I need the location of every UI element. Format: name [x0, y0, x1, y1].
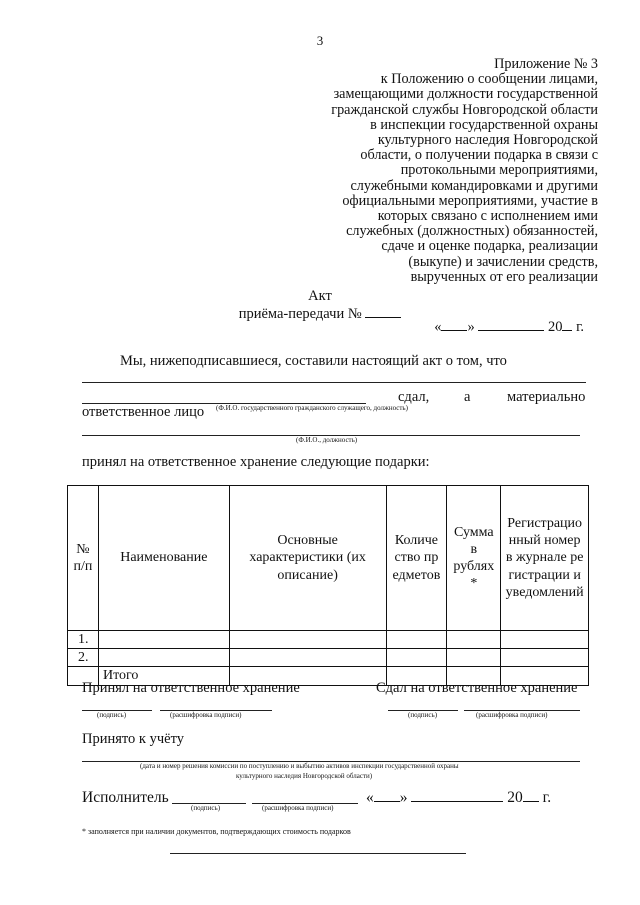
executor-day-field[interactable]: [374, 789, 400, 802]
footnote: * заполняется при наличии документов, подтверждающих стоимость подарков: [82, 827, 351, 836]
sdal-text: сдал,: [398, 389, 430, 405]
date-month-field[interactable]: [478, 318, 544, 331]
appendix-line: в инспекции государственной охраны: [370, 116, 598, 133]
total-label: Итого: [98, 667, 229, 685]
row-registration[interactable]: [501, 649, 589, 667]
date-day-field[interactable]: [441, 318, 467, 331]
header-num: № п/п: [68, 486, 99, 631]
table-row: [68, 649, 589, 667]
date-year-field[interactable]: [562, 318, 572, 331]
act-date: [434, 318, 584, 336]
executor-signature-hint: (подпись): [191, 804, 221, 812]
executor-date-open: «: [366, 789, 374, 806]
decision-hint-1: (дата и номер решения комиссии по поступлению и выбытию активов инспекции государственной охраны: [140, 762, 459, 770]
appendix-line: гражданской службы Новгородской области: [331, 101, 598, 118]
row-num: 1.: [68, 631, 99, 649]
executor-date: [366, 789, 551, 807]
executor-year-suffix: г.: [542, 789, 552, 806]
executor-label: Исполнитель: [82, 789, 169, 806]
row-num: 2.: [68, 649, 99, 667]
appendix-line: к Положению о сообщении лицами,: [380, 71, 598, 88]
date-close-quote: »: [467, 319, 475, 335]
registered-label: Принято к учёту: [82, 731, 184, 747]
appendix-line: сдаче и оценке подарка, реализации: [381, 238, 598, 255]
appendix-header: [278, 57, 598, 285]
responsible-person-label: ответственное лицо: [82, 404, 205, 420]
accepted-name-hint: (расшифровка подписи): [170, 711, 242, 719]
footer-rule: [170, 853, 466, 854]
act-number-field[interactable]: [365, 305, 401, 318]
row-name[interactable]: [98, 649, 229, 667]
page-number: 3: [316, 33, 324, 48]
intro-paragraph: Мы, нижеподписавшиеся, составили настоящий акт о том, что: [120, 353, 507, 369]
date-open-quote: «: [434, 319, 442, 335]
appendix-line: официальными мероприятиями, участие в: [342, 192, 598, 209]
header-description: Основные характеристики (их описание): [229, 486, 386, 631]
executor-month-field[interactable]: [411, 789, 503, 802]
act-title: Акт: [308, 288, 332, 304]
executor-year: 20: [507, 789, 523, 806]
appendix-line: протокольными мероприятиями,: [400, 162, 598, 179]
appendix-line: (выкупе) и зачислении средств,: [408, 253, 598, 270]
appendix-line: культурного наследия Новгородской: [377, 132, 598, 149]
appendix-line: служебными командировками и другими: [350, 177, 598, 194]
handed-storage-label: Сдал на ответственное хранение: [376, 680, 578, 696]
handed-by-line[interactable]: [82, 382, 586, 383]
row-quantity[interactable]: [386, 631, 447, 649]
appendix-line: служебных (должностных) обязанностей,: [346, 223, 598, 240]
handed-name-hint: (расшифровка подписи): [476, 711, 548, 719]
date-suffix: г.: [576, 319, 584, 335]
accepted-signature-hint: (подпись): [97, 711, 127, 719]
a-text: а: [464, 389, 471, 405]
header-sum: Сумма в рублях *: [447, 486, 501, 631]
gifts-table: [67, 485, 589, 686]
header-quantity: Количество предметов: [386, 486, 447, 631]
accepted-storage-label: Принял на ответственное хранение: [82, 680, 300, 696]
row-registration[interactable]: [501, 631, 589, 649]
row-name[interactable]: [98, 631, 229, 649]
accepted-text: принял на ответственное хранение следующие подарки:: [82, 454, 430, 470]
fio-hint-2: (Ф.И.О., должность): [296, 436, 358, 444]
appendix-line: замещающими должности государственной: [333, 86, 598, 103]
executor-year-field[interactable]: [523, 789, 539, 802]
header-registration: Регистрационный номер в журнале регистрации и уведомлений: [501, 486, 589, 631]
table-header-row: [68, 486, 589, 631]
table-row: [68, 631, 589, 649]
header-name: Наименование: [98, 486, 229, 631]
appendix-line: области, о получении подарка в связи с: [360, 147, 598, 164]
handed-signature-hint: (подпись): [408, 711, 438, 719]
row-sum[interactable]: [447, 631, 501, 649]
executor-name-hint: (расшифровка подписи): [262, 804, 334, 812]
date-year: 20: [547, 319, 563, 335]
appendix-line: Приложение № 3: [494, 56, 598, 72]
row-description[interactable]: [229, 631, 386, 649]
row-description[interactable]: [229, 649, 386, 667]
fio-hint: (Ф.И.О. государственного гражданского служащего, должность): [216, 404, 408, 412]
row-quantity[interactable]: [386, 649, 447, 667]
decision-hint-2: культурного наследия Новгородской области): [236, 772, 373, 780]
appendix-line: вырученных от его реализации: [410, 268, 598, 285]
act-subtitle-text: приёма-передачи №: [238, 306, 362, 322]
executor-date-close: »: [399, 789, 408, 806]
appendix-line: которых связано с исполнением ими: [377, 208, 598, 225]
row-sum[interactable]: [447, 649, 501, 667]
materially-text: материально: [507, 389, 586, 405]
